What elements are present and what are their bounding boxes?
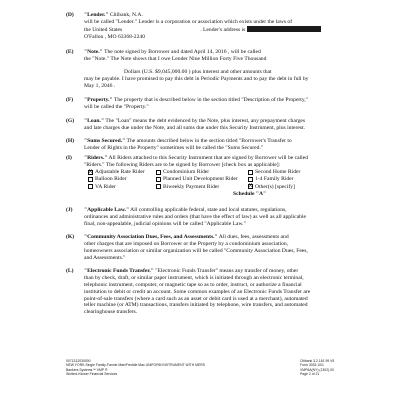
riders-checklist — [88, 169, 353, 191]
term-note: "Note." — [84, 49, 103, 55]
rider-condominium[interactable]: Condominium Rider — [156, 169, 248, 176]
section-k-text: other charges that are imposed on Borrower or the Property by a condominium association, — [84, 240, 289, 247]
rider-adjustable-rate[interactable]: X Adjustable Rate Rider — [88, 169, 145, 176]
section-k-label: (K) — [66, 234, 75, 240]
term-sums-secured: "Sums Secured." — [84, 138, 126, 144]
footer-page-number: Page 2 of 21 — [300, 371, 320, 376]
footer-vmp-code: VMP6A(NY) (1302).00 — [300, 367, 334, 372]
section-l-text: than by check, draft, or similar paper instrument, which is initiated through an electronic terminal, — [84, 274, 304, 281]
section-d-label: (D) — [66, 12, 74, 18]
section-l-text: teller machine (or ATM) transactions, transfers initiated by telephone, wire transfers, and automated — [84, 302, 308, 309]
section-j-text: ordinances and administrative rules and orders (that have the effect of law) as well as all applicable — [84, 213, 307, 220]
lender-name: Citibank, N.A. — [108, 12, 143, 18]
note-amount-dollars: Dollars (U.S. $9,045,000.00 ) plus interest and other amounts that — [124, 68, 272, 75]
section-l-text: clearinghouse transfers. — [84, 309, 138, 316]
section-l-text: point-of-sale transfers (where a card such as an asset or debit card is used at a merchant), automated — [84, 295, 308, 302]
checkbox-empty[interactable] — [156, 170, 161, 175]
lender-address-label: . Lender's address is — [200, 26, 246, 33]
footer-form-number: Form 3033 1/01 — [300, 363, 324, 368]
section-f-label: (F) — [66, 97, 74, 103]
checkbox-empty[interactable] — [88, 184, 93, 189]
term-lender: "Lender." — [84, 12, 109, 18]
section-f-text: The property that is described below in the section titled "Description of the Property," — [112, 97, 308, 103]
section-i-label: (I) — [66, 155, 72, 161]
footer-version: Citibank 3.2.161.99 V5 — [300, 359, 335, 363]
section-h-label: (H) — [66, 138, 75, 144]
footer-form-title: NEW YORK-Single Family-Fannie Mae/Freddie Mac UNIFORM INSTRUMENT WITH MERS — [66, 363, 205, 368]
term-community-association: "Community Association Dues, Fees, and Assessments." — [84, 234, 218, 240]
section-f-text: will be called the "Property." — [84, 103, 149, 110]
footer-right — [300, 359, 334, 376]
section-g-label: (G) — [66, 118, 75, 124]
redacted-block — [247, 26, 291, 32]
rider-1-4-family[interactable]: 1-4 Family Rider — [248, 176, 348, 183]
section-k-text: homeowners association or similar organization will be called "Community Association Dues, Fees, — [84, 247, 308, 254]
section-i — [66, 155, 356, 169]
section-d — [66, 12, 356, 41]
footer-left — [66, 359, 205, 376]
note-payment-text: may be payable. I have promised to pay this debt in Periodic Payments and to pay the debt in full by — [84, 75, 309, 82]
section-h-text: Lender of Rights in the Property" sometimes will be called the "Sums Secured." — [84, 144, 264, 151]
section-k — [66, 234, 356, 262]
checkbox-empty[interactable] — [88, 177, 93, 182]
section-l — [66, 268, 356, 316]
checkbox-empty[interactable] — [248, 177, 253, 182]
rider-others[interactable]: X Other(s) [specify] — [248, 183, 295, 190]
section-i-text: "Riders." The following Riders are to be signed by Borrower [check box as applicable]: — [84, 161, 281, 168]
footer-loan-number: 0071312030000 — [66, 359, 91, 363]
lender-address-city: O'Fallon , MO 63368-2240 — [84, 33, 145, 40]
section-j-text: All controlling applicable federal, state and local statutes, regulations, — [129, 207, 287, 213]
section-l-label: (L) — [66, 268, 74, 274]
section-i-text: All Riders attached to this Security Instrument that are signed by Borrower will be called — [107, 155, 309, 161]
rider-va[interactable]: VA Rider — [88, 183, 156, 190]
rider-planned-unit-development[interactable]: Planned Unit Development Rider — [156, 176, 248, 183]
section-l-text: institution to debit or credit an account. Some common examples of an Electronic Funds Transfer are — [84, 288, 311, 295]
lender-law: the United States — [84, 26, 123, 33]
section-k-text: and Assessments." — [84, 254, 126, 261]
section-e — [66, 49, 356, 89]
section-g — [66, 118, 356, 132]
checkbox-empty[interactable] — [248, 170, 253, 175]
section-h — [66, 138, 356, 152]
checkbox-empty[interactable] — [156, 184, 161, 189]
section-j — [66, 207, 356, 228]
section-k-text: All dues, fees, assessments and — [217, 234, 289, 240]
term-electronic-funds-transfer: "Electronic Funds Transfer." — [84, 268, 154, 274]
footer-publisher: Bankers Systems™ VMP ® — [66, 367, 108, 372]
rider-balloon[interactable]: Balloon Rider — [88, 176, 156, 183]
term-applicable-law: "Applicable Law." — [84, 207, 130, 213]
section-f — [66, 97, 356, 111]
section-d-text: will be called "Lender." Lender is a corporation or association which exists under the laws of — [84, 18, 293, 25]
term-riders: "Riders." — [84, 155, 108, 161]
checkbox-checked[interactable]: X — [88, 169, 93, 176]
section-l-text: telephonic instrument, computer, or magnetic tape so as to order, instruct, or authorize a financial — [84, 281, 302, 288]
note-amount-words: the "Note." The Note shows that I owe Lender Nine Million Forty Five Thousand — [84, 55, 267, 62]
section-e-label: (E) — [66, 49, 74, 55]
term-property: "Property." — [84, 97, 113, 103]
section-l-text: "Electronic Funds Transfer" means any transfer of money, other — [153, 268, 299, 274]
rider-second-home[interactable]: Second Home Rider — [248, 169, 348, 176]
note-date: The note signed by Borrower and dated April 14, 2016 , will be called — [102, 49, 261, 55]
section-g-text: The "Loan" means the debt evidenced by the Note, plus interest, any prepayment charges — [104, 118, 306, 124]
section-g-text: and late charges due under the Note, and all sums due under this Security Instrument, plus interest. — [84, 124, 305, 131]
term-loan: "Loan." — [84, 118, 105, 124]
footer-publisher-name: Wolters Kluwer Financial Services — [66, 371, 118, 376]
section-j-label: (J) — [66, 207, 73, 213]
section-j-text: final, non-appealable, judicial opinions will be called "Applicable Law." — [84, 220, 246, 227]
schedule-a: Schedule "A" — [233, 191, 267, 197]
rider-biweekly-payment[interactable]: Biweekly Payment Rider — [156, 183, 248, 190]
redacted-block — [291, 26, 321, 32]
note-maturity-date: May 1, 2046 . — [84, 82, 116, 89]
checkbox-checked[interactable]: X — [248, 183, 253, 190]
section-h-text: The amounts described below in the section titled "Borrower's Transfer to — [125, 138, 292, 144]
checkbox-empty[interactable] — [156, 177, 161, 182]
